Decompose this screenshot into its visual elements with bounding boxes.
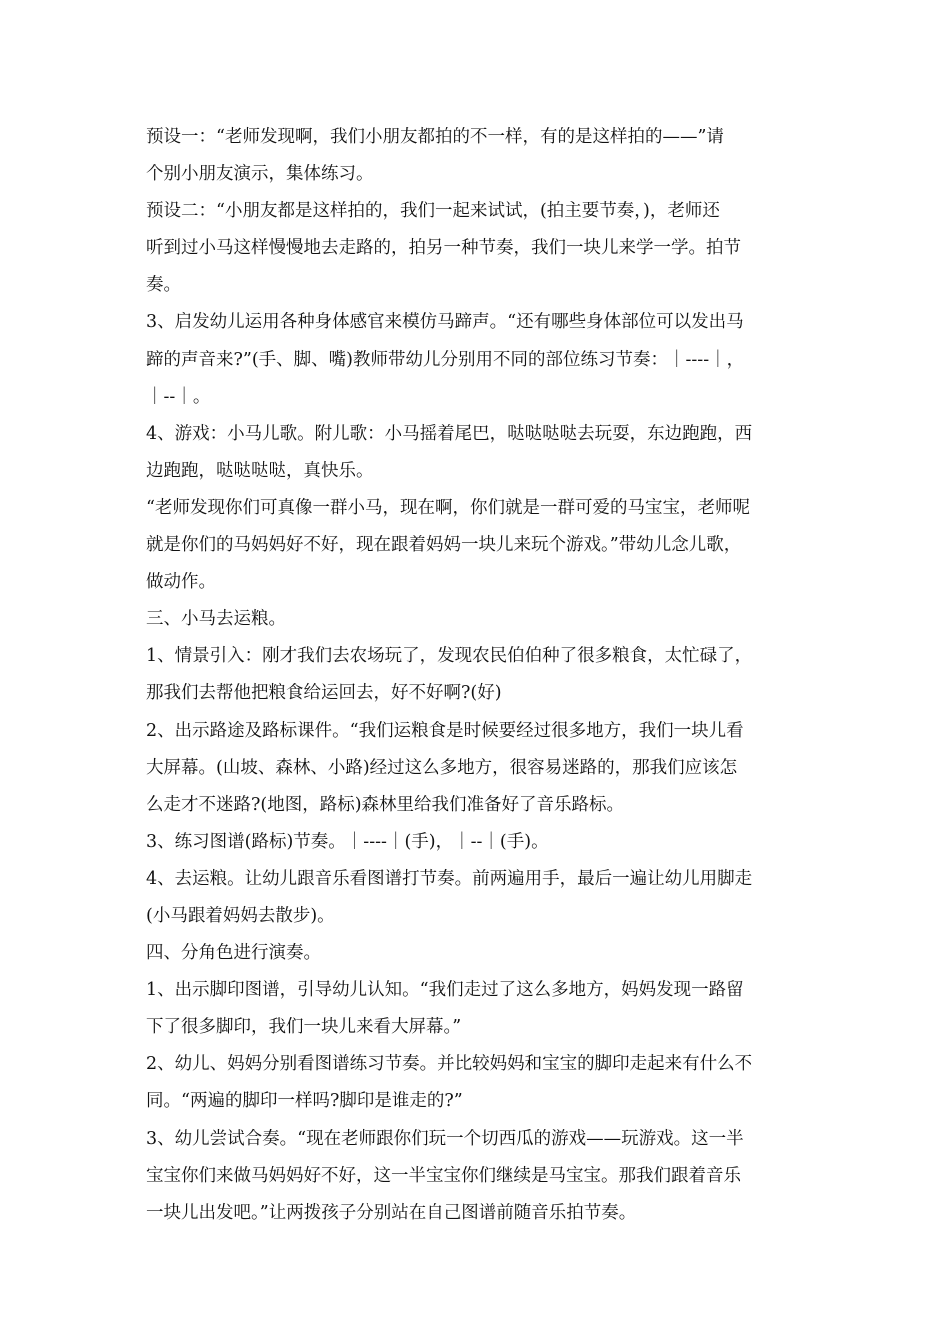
text-line: 蹄的声音来?”(手、脚、嘴)教师带幼儿分别用不同的部位练习节奏：｜----｜， (146, 349, 745, 370)
text-line: 3、启发幼儿运用各种身体感官来模仿马蹄声。“还有哪些身体部位可以发出马 (146, 312, 744, 333)
text-line: 1、情景引入：刚才我们去农场玩了，发现农民伯伯种了很多粮食，太忙碌了， (146, 646, 753, 667)
text-line: 4、去运粮。让幼儿跟音乐看图谱打节奏。前两遍用手，最后一遍让幼儿用脚走 (146, 868, 753, 889)
text-line: 边跑跑，哒哒哒哒，真快乐。 (146, 460, 374, 481)
section-heading: 三、小马去运粮。 (146, 609, 286, 630)
section-heading: 四、分角色进行演奏。 (146, 943, 321, 964)
text-line: 那我们去帮他把粮食给运回去，好不好啊?(好) (146, 683, 502, 704)
text-line: “老师发现你们可真像一群小马，现在啊，你们就是一群可爱的马宝宝，老师呢 (146, 497, 750, 518)
text-line: 同。“两遍的脚印一样吗?脚印是谁走的?” (146, 1091, 463, 1112)
text-line: 3、练习图谱(路标)节奏。｜----｜(手)，｜--｜(手)。 (146, 831, 549, 852)
text-line: 个别小朋友演示，集体练习。 (146, 164, 374, 185)
text-line: 下了很多脚印，我们一块儿来看大屏幕。” (146, 1017, 462, 1038)
text-line: 就是你们的马妈妈好不好，现在跟着妈妈一块儿来玩个游戏。”带幼儿念儿歌， (146, 535, 742, 556)
text-line: 做动作。 (146, 572, 216, 593)
document-body (146, 119, 816, 1232)
text-line: (小马跟着妈妈去散步)。 (146, 905, 335, 926)
text-line: 3、幼儿尝试合奏。“现在老师跟你们玩一个切西瓜的游戏——玩游戏。这一半 (146, 1128, 744, 1149)
text-line: 大屏幕。(山坡、森林、小路)经过这么多地方，很容易迷路的，那我们应该怎 (146, 757, 738, 778)
text-line: 2、出示路途及路标课件。“我们运粮食是时候要经过很多地方，我们一块儿看 (146, 720, 744, 741)
text-line: 么走才不迷路?(地图，路标)森林里给我们准备好了音乐路标。 (146, 794, 625, 815)
text-line: 预设二：“小朋友都是这样拍的，我们一起来试试，(拍主要节奏，)，老师还 (146, 201, 720, 222)
text-line: 4、游戏：小马儿歌。附儿歌：小马摇着尾巴，哒哒哒哒去玩耍，东边跑跑，西 (146, 423, 753, 444)
text-line: 奏。 (146, 275, 181, 296)
text-line: 1、出示脚印图谱，引导幼儿认知。“我们走过了这么多地方，妈妈发现一路留 (146, 980, 744, 1001)
text-line: 宝宝你们来做马妈妈好不好，这一半宝宝你们继续是马宝宝。那我们跟着音乐 (146, 1165, 741, 1186)
text-line: 预设一：“老师发现啊，我们小朋友都拍的不一样，有的是这样拍的——”请 (146, 127, 724, 147)
text-line: 一块儿出发吧。”让两拨孩子分别站在自己图谱前随音乐拍节奏。 (146, 1202, 637, 1223)
text-line: ｜--｜。 (146, 386, 211, 407)
text-line: 2、幼儿、妈妈分别看图谱练习节奏。并比较妈妈和宝宝的脚印走起来有什么不 (146, 1054, 753, 1075)
text-line: 听到过小马这样慢慢地去走路的，拍另一种节奏，我们一块儿来学一学。拍节 (146, 238, 741, 259)
